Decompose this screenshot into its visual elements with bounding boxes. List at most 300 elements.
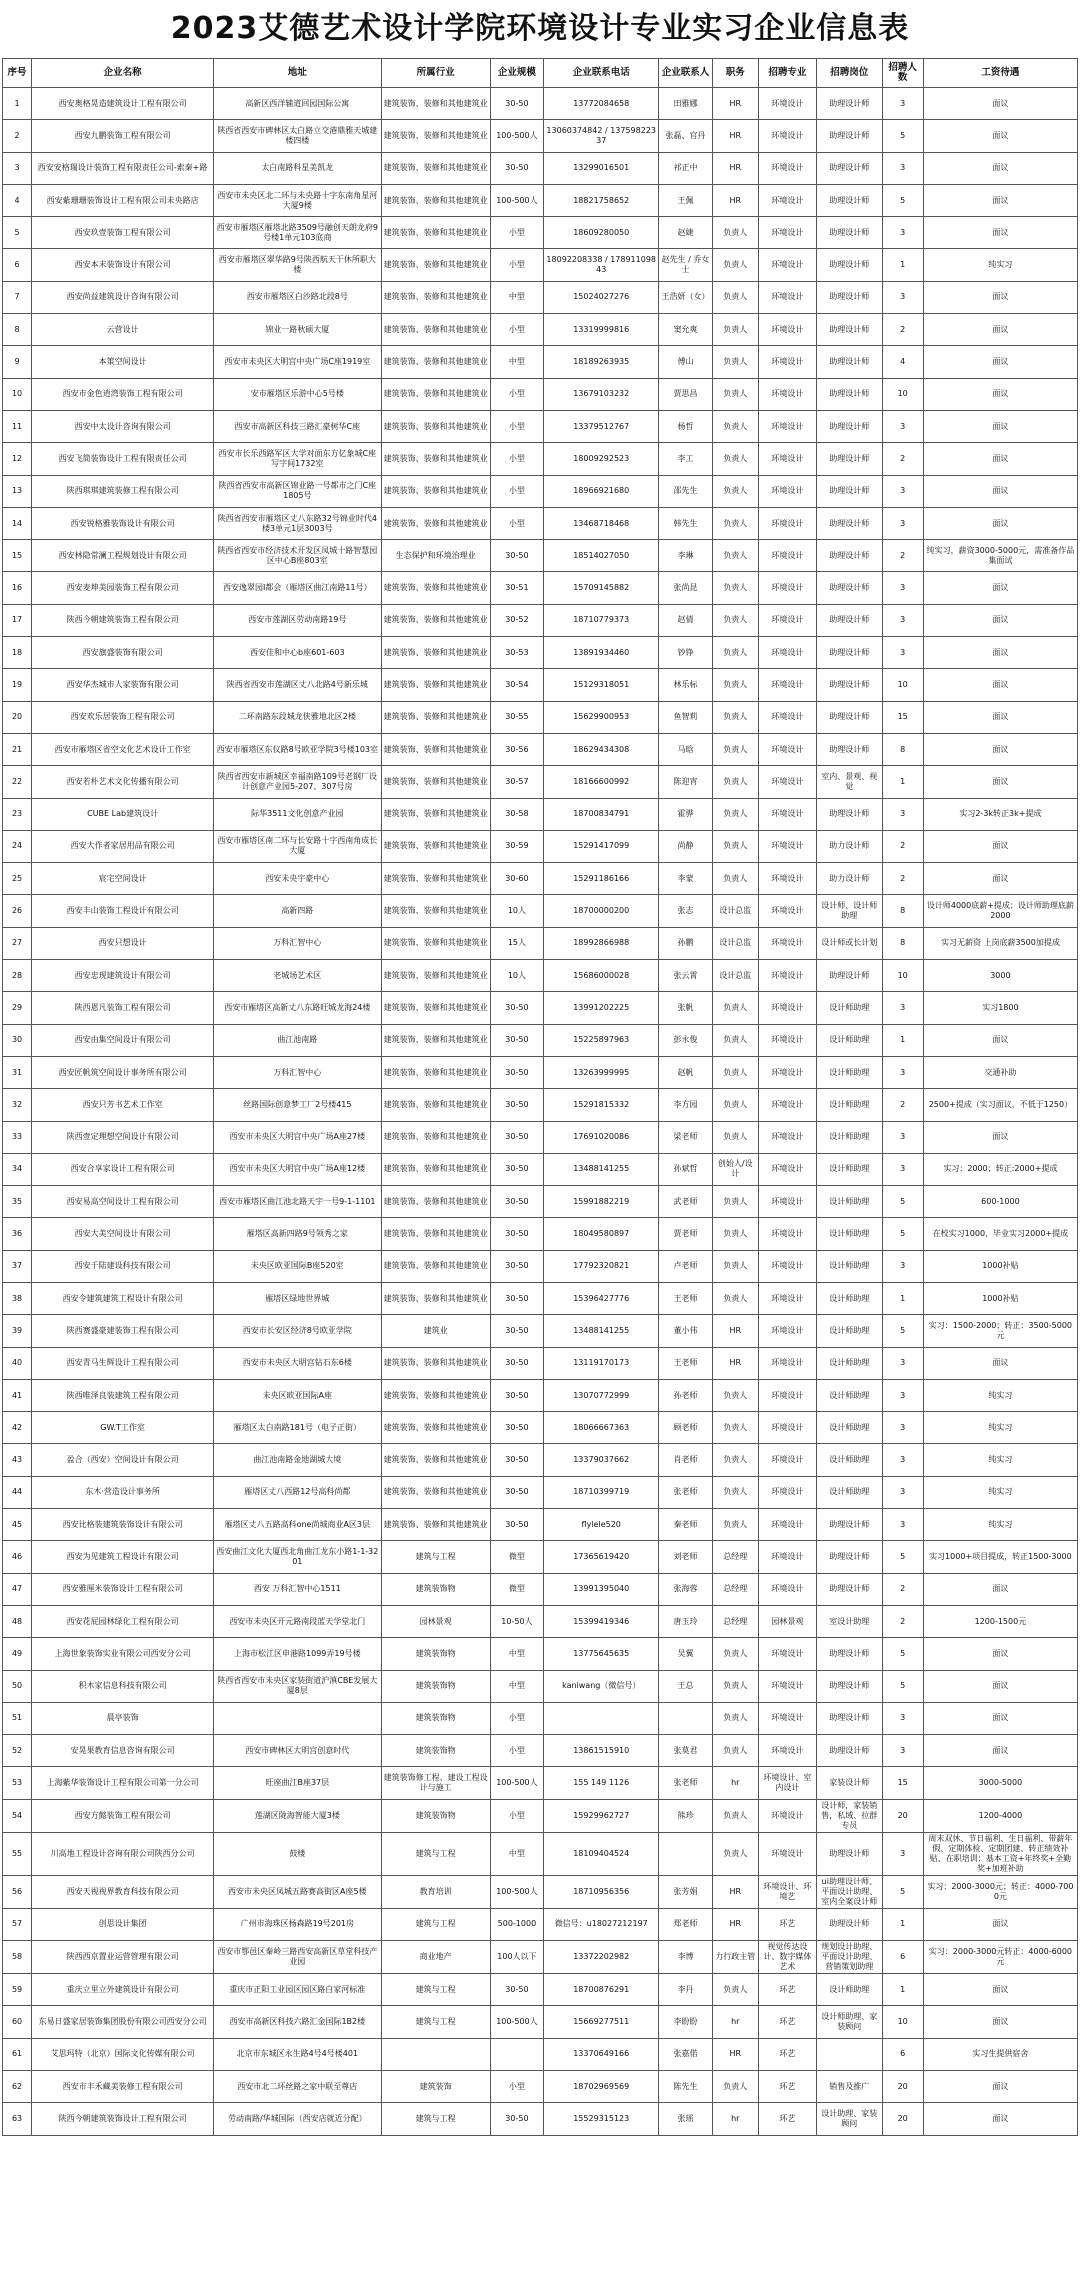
- cell-index: 36: [3, 1218, 32, 1250]
- cell-position: 负责人: [712, 1509, 758, 1541]
- cell-salary: 面议: [923, 314, 1077, 346]
- cell-contact: 梁老师: [659, 1121, 712, 1153]
- cell-salary: 1200-1500元: [923, 1605, 1077, 1637]
- cell-contact: 钞铮: [659, 637, 712, 669]
- cell-index: 59: [3, 1974, 32, 2006]
- company-table: [2, 58, 1078, 2136]
- cell-size: 30-52: [490, 604, 543, 636]
- cell-contact: 鱼智莉: [659, 701, 712, 733]
- cell-index: 28: [3, 960, 32, 992]
- cell-count: 2: [882, 314, 923, 346]
- cell-size: 30-50: [490, 1121, 543, 1153]
- cell-company: GW.T工作室: [32, 1412, 214, 1444]
- cell-job: 助理设计师: [817, 1908, 883, 1940]
- cell-index: 46: [3, 1541, 32, 1573]
- cell-industry: 建筑装饰、装修和其他建筑业: [381, 217, 490, 249]
- table-row: [3, 1974, 1078, 2006]
- cell-major: 环境设计: [758, 507, 816, 539]
- cell-address: 西安市未央区北二环与未央路十字东南角星河大厦9楼: [214, 184, 381, 216]
- cell-phone: 15291815332: [544, 1089, 659, 1121]
- table-row: [3, 1412, 1078, 1444]
- cell-major: 环艺: [758, 2006, 816, 2038]
- cell-company: 西安青马生辉设计工程有限公司: [32, 1347, 214, 1379]
- cell-company: 西安雅厘米装饰设计工程有限公司: [32, 1573, 214, 1605]
- cell-position: 负责人: [712, 507, 758, 539]
- cell-address: 鼓楼: [214, 1832, 381, 1875]
- table-row: [3, 992, 1078, 1024]
- cell-count: 3: [882, 1379, 923, 1411]
- cell-major: 环境设计: [758, 1250, 816, 1282]
- cell-industry: 建筑装饰、装修和其他建筑业: [381, 1476, 490, 1508]
- cell-size: 30-55: [490, 701, 543, 733]
- table-body: [3, 88, 1078, 2136]
- cell-company: 西安市丰禾藏美装修工程有限公司: [32, 2070, 214, 2102]
- cell-size: 500-1000: [490, 1908, 543, 1940]
- cell-contact: 武老师: [659, 1186, 712, 1218]
- cell-job: 助理设计师: [817, 701, 883, 733]
- cell-salary: 周末双休、节日福利、生日福利、带薪年假、定期体检、定期团建、转正绩效补贴、在职培训：基本工资+年终奖+全勤奖+加班补助: [923, 1832, 1077, 1875]
- cell-size: 30-50: [490, 1476, 543, 1508]
- cell-position: 负责人: [712, 1412, 758, 1444]
- table-row: [3, 766, 1078, 798]
- cell-contact: 王老师: [659, 1282, 712, 1314]
- cell-count: 2: [882, 1089, 923, 1121]
- cell-company: 积木家信息科技有限公司: [32, 1670, 214, 1702]
- cell-job: 助理设计师: [817, 378, 883, 410]
- cell-address: 广州市海珠区杨森路19号201房: [214, 1908, 381, 1940]
- cell-job: 助理设计师: [817, 1670, 883, 1702]
- cell-company: 西安大美空间设计有限公司: [32, 1218, 214, 1250]
- table-row: [3, 1218, 1078, 1250]
- cell-salary: 面议: [923, 120, 1077, 152]
- cell-industry: 建筑装饰、装修和其他建筑业: [381, 152, 490, 184]
- column-header: 企业联系电话: [544, 59, 659, 88]
- cell-contact: 张瑶: [659, 2103, 712, 2135]
- cell-industry: 建筑装饰、装修和其他建筑业: [381, 733, 490, 765]
- cell-index: 45: [3, 1509, 32, 1541]
- cell-salary: 1000补贴: [923, 1282, 1077, 1314]
- cell-position: 负责人: [712, 1638, 758, 1670]
- cell-position: 负责人: [712, 1089, 758, 1121]
- cell-major: 环境设计: [758, 217, 816, 249]
- cell-company: 西安九鹏装饰工程有限公司: [32, 120, 214, 152]
- cell-index: 12: [3, 443, 32, 475]
- cell-contact: 肖老师: [659, 1444, 712, 1476]
- cell-salary: 实习：2000-3000元；转正：4000-7000元: [923, 1875, 1077, 1908]
- cell-address: 西安市高新区科技六路汇金国际1B2楼: [214, 2006, 381, 2038]
- cell-job: 助理设计师: [817, 410, 883, 442]
- cell-address: 未央区欧亚国际B座520室: [214, 1250, 381, 1282]
- cell-major: 园林景观: [758, 1605, 816, 1637]
- table-row: [3, 1250, 1078, 1282]
- cell-major: 环境设计: [758, 1121, 816, 1153]
- cell-size: 小型: [490, 314, 543, 346]
- cell-size: 10人: [490, 960, 543, 992]
- cell-phone: 18092208338 / 17891109843: [544, 249, 659, 281]
- cell-position: 负责人: [712, 1670, 758, 1702]
- table-row: [3, 1509, 1078, 1541]
- cell-major: 环境设计: [758, 895, 816, 927]
- cell-size: 30-58: [490, 798, 543, 830]
- cell-size: 30-50: [490, 1974, 543, 2006]
- cell-industry: 建筑装饰物: [381, 1735, 490, 1767]
- cell-index: 19: [3, 669, 32, 701]
- cell-major: 环境设计: [758, 1315, 816, 1347]
- cell-job: 设计师助理、家装顾问: [817, 2006, 883, 2038]
- cell-phone: 18710956356: [544, 1875, 659, 1908]
- cell-size: 30-50: [490, 1347, 543, 1379]
- cell-job: 家装设计师: [817, 1767, 883, 1799]
- cell-company: 西安忠现建筑设计有限公司: [32, 960, 214, 992]
- cell-phone: 15929962727: [544, 1799, 659, 1832]
- column-header: 招聘专业: [758, 59, 816, 88]
- cell-company: 西安千陆建设科技有限公司: [32, 1250, 214, 1282]
- cell-contact: 李蒙: [659, 863, 712, 895]
- cell-job: 室设计助理: [817, 1605, 883, 1637]
- cell-phone: 13468718468: [544, 507, 659, 539]
- cell-industry: [381, 2038, 490, 2070]
- cell-salary: 面议: [923, 2070, 1077, 2102]
- cell-phone: 13070772999: [544, 1379, 659, 1411]
- cell-company: 东易日盛家居装饰集团股份有限公司西安分公司: [32, 2006, 214, 2038]
- cell-company: 西安方懿装饰工程有限公司: [32, 1799, 214, 1832]
- cell-phone: 18700876291: [544, 1974, 659, 2006]
- cell-job: 设计师助理: [817, 1282, 883, 1314]
- cell-industry: 建筑装饰修工程、建设工程设计与施工: [381, 1767, 490, 1799]
- cell-job: 助理设计师: [817, 572, 883, 604]
- cell-address: 高新四路: [214, 895, 381, 927]
- table-row: [3, 378, 1078, 410]
- cell-company: 西安旗盛装饰有限公司: [32, 637, 214, 669]
- cell-phone: 13379512767: [544, 410, 659, 442]
- cell-job: 设计师助理: [817, 1379, 883, 1411]
- cell-company: 晨亭装饰: [32, 1702, 214, 1734]
- column-header: 职务: [712, 59, 758, 88]
- cell-contact: 卢老师: [659, 1250, 712, 1282]
- table-row: [3, 1024, 1078, 1056]
- cell-job: 助理设计师: [817, 475, 883, 507]
- cell-position: 负责人: [712, 863, 758, 895]
- cell-job: 设计师助理: [817, 1056, 883, 1088]
- cell-index: 29: [3, 992, 32, 1024]
- cell-position: 负责人: [712, 766, 758, 798]
- cell-salary: 面议: [923, 2103, 1077, 2135]
- cell-contact: 李方园: [659, 1089, 712, 1121]
- cell-major: 环境设计: [758, 701, 816, 733]
- cell-phone: 15291186166: [544, 863, 659, 895]
- cell-address: 曲江池南路金地湖城大境: [214, 1444, 381, 1476]
- cell-size: 100-500人: [490, 184, 543, 216]
- cell-major: 环境设计: [758, 669, 816, 701]
- cell-size: 100人以下: [490, 1941, 543, 1974]
- cell-size: 小型: [490, 2070, 543, 2102]
- cell-size: 30-50: [490, 540, 543, 572]
- cell-size: 30-50: [490, 152, 543, 184]
- cell-position: hr: [712, 2006, 758, 2038]
- cell-industry: 建筑装饰、装修和其他建筑业: [381, 1282, 490, 1314]
- cell-index: 1: [3, 88, 32, 120]
- cell-major: 环境设计: [758, 314, 816, 346]
- cell-index: 3: [3, 152, 32, 184]
- table-row: [3, 927, 1078, 959]
- cell-job: 设计师助理: [817, 1412, 883, 1444]
- table-row: [3, 1573, 1078, 1605]
- cell-company: 东木·营造设计事务所: [32, 1476, 214, 1508]
- cell-address: [214, 1702, 381, 1734]
- column-header: 招聘人数: [882, 59, 923, 88]
- cell-address: 曲江池南路: [214, 1024, 381, 1056]
- cell-job: 助理设计师: [817, 281, 883, 313]
- table-row: [3, 1908, 1078, 1940]
- cell-company: 上海紫华装饰设计工程有限公司第一分公司: [32, 1767, 214, 1799]
- table-row: [3, 281, 1078, 313]
- cell-phone: 15024027276: [544, 281, 659, 313]
- cell-size: 30-57: [490, 766, 543, 798]
- cell-salary: 面议: [923, 507, 1077, 539]
- cell-major: 环境设计: [758, 1186, 816, 1218]
- cell-size: 30-50: [490, 1315, 543, 1347]
- cell-size: 30-50: [490, 1024, 543, 1056]
- cell-company: 陕西壹定理想空间设计有限公司: [32, 1121, 214, 1153]
- cell-address: 太白南路科星美凯龙: [214, 152, 381, 184]
- cell-job: 设计师助理: [817, 1153, 883, 1185]
- table-row: [3, 475, 1078, 507]
- table-row: [3, 572, 1078, 604]
- cell-salary: 实习：2000；转正:2000+提成: [923, 1153, 1077, 1185]
- table-row: [3, 1638, 1078, 1670]
- cell-size: 100-500人: [490, 2006, 543, 2038]
- cell-size: 30-60: [490, 863, 543, 895]
- table-row: [3, 1089, 1078, 1121]
- cell-count: 8: [882, 733, 923, 765]
- cell-industry: 建筑装饰物: [381, 1638, 490, 1670]
- cell-job: 助理设计师: [817, 1832, 883, 1875]
- cell-major: 环境设计: [758, 830, 816, 862]
- cell-size: 30-56: [490, 733, 543, 765]
- cell-industry: 建筑装饰、装修和其他建筑业: [381, 1089, 490, 1121]
- cell-phone: 18700000200: [544, 895, 659, 927]
- cell-phone: 13991202225: [544, 992, 659, 1024]
- cell-contact: 秦老师: [659, 1509, 712, 1541]
- table-row: [3, 830, 1078, 862]
- cell-index: 34: [3, 1153, 32, 1185]
- cell-position: hr: [712, 2103, 758, 2135]
- cell-count: 3: [882, 88, 923, 120]
- cell-contact: 赵倩: [659, 604, 712, 636]
- cell-job: 助理设计师: [817, 798, 883, 830]
- table-row: [3, 346, 1078, 378]
- cell-major: 环境设计: [758, 1024, 816, 1056]
- cell-address: 西安市雁塔区东仪路8号欧亚学院3号楼103室: [214, 733, 381, 765]
- cell-address: 雁塔区绿地世界城: [214, 1282, 381, 1314]
- cell-count: 3: [882, 410, 923, 442]
- cell-contact: 杨哲: [659, 410, 712, 442]
- cell-job: 助理设计师: [817, 249, 883, 281]
- cell-phone: 18821758652: [544, 184, 659, 216]
- table-row: [3, 1702, 1078, 1734]
- cell-company: 西安丰山装饰工程设计有限公司: [32, 895, 214, 927]
- cell-contact: 陈迎宵: [659, 766, 712, 798]
- cell-count: 3: [882, 1347, 923, 1379]
- cell-company: 西安紫珊珊装饰设计工程有限公司未央路店: [32, 184, 214, 216]
- cell-position: 总经理: [712, 1573, 758, 1605]
- cell-size: 30-50: [490, 2103, 543, 2135]
- cell-job: 助理设计师: [817, 637, 883, 669]
- cell-company: 西安令建筑建筑工程设计有限公司: [32, 1282, 214, 1314]
- cell-contact: 李丹: [659, 1974, 712, 2006]
- cell-industry: 建筑与工程: [381, 1541, 490, 1573]
- cell-major: 环境设计: [758, 1509, 816, 1541]
- cell-company: 陕西今朝建筑装饰设计工程有限公司: [32, 2103, 214, 2135]
- cell-address: 西安市长乐西路军区大学对面东方亿象城C座写字间1732室: [214, 443, 381, 475]
- cell-count: 5: [882, 1638, 923, 1670]
- cell-index: 4: [3, 184, 32, 216]
- cell-industry: 建筑装饰、装修和其他建筑业: [381, 604, 490, 636]
- cell-phone: 13775645635: [544, 1638, 659, 1670]
- cell-salary: 面议: [923, 443, 1077, 475]
- cell-index: 10: [3, 378, 32, 410]
- cell-position: 负责人: [712, 1799, 758, 1832]
- cell-company: 安晃果教育信息咨询有限公司: [32, 1735, 214, 1767]
- cell-index: 60: [3, 2006, 32, 2038]
- cell-phone: 15709145882: [544, 572, 659, 604]
- cell-major: 环境设计: [758, 1282, 816, 1314]
- cell-major: 环艺: [758, 2038, 816, 2070]
- cell-contact: 赵先生 / 乔女士: [659, 249, 712, 281]
- table-row: [3, 1476, 1078, 1508]
- cell-size: 30-50: [490, 1379, 543, 1411]
- cell-job: 助理设计师: [817, 960, 883, 992]
- column-header: 企业名称: [32, 59, 214, 88]
- cell-size: 30-50: [490, 1509, 543, 1541]
- cell-position: HR: [712, 1315, 758, 1347]
- cell-major: 环境设计: [758, 1476, 816, 1508]
- cell-count: 15: [882, 701, 923, 733]
- cell-count: 6: [882, 1941, 923, 1974]
- column-header: 招聘岗位: [817, 59, 883, 88]
- cell-phone: 13060374842 / 13759822337: [544, 120, 659, 152]
- cell-job: 助理设计师: [817, 1702, 883, 1734]
- cell-index: 57: [3, 1908, 32, 1940]
- cell-size: 100-500人: [490, 1767, 543, 1799]
- cell-count: 5: [882, 184, 923, 216]
- cell-major: 环艺: [758, 1908, 816, 1940]
- cell-industry: 建筑装饰、装修和其他建筑业: [381, 249, 490, 281]
- cell-major: 环境设计: [758, 249, 816, 281]
- cell-salary: 面议: [923, 88, 1077, 120]
- cell-industry: 建筑装饰、装修和其他建筑业: [381, 1153, 490, 1185]
- cell-job: 助理设计师: [817, 443, 883, 475]
- cell-industry: 建筑装饰、装修和其他建筑业: [381, 766, 490, 798]
- cell-industry: 建筑装饰、装修和其他建筑业: [381, 1444, 490, 1476]
- cell-company: 艾思玛特（北京）国际文化传媒有限公司: [32, 2038, 214, 2070]
- table-row: [3, 669, 1078, 701]
- cell-size: 小型: [490, 475, 543, 507]
- cell-contact: 张云霄: [659, 960, 712, 992]
- cell-industry: 建筑装饰、装修和其他建筑业: [381, 1218, 490, 1250]
- cell-contact: 王总: [659, 1670, 712, 1702]
- cell-phone: 18009292523: [544, 443, 659, 475]
- cell-company: 西安林隐常澜工程规划设计有限公司: [32, 540, 214, 572]
- cell-company: 陕西恩凡装饰工程有限公司: [32, 992, 214, 1024]
- cell-contact: 陈先生: [659, 2070, 712, 2102]
- cell-position: 负责人: [712, 637, 758, 669]
- cell-count: 3: [882, 152, 923, 184]
- table-row: [3, 1282, 1078, 1314]
- cell-position: 负责人: [712, 1186, 758, 1218]
- cell-count: 5: [882, 1875, 923, 1908]
- cell-count: 3: [882, 1476, 923, 1508]
- cell-position: 负责人: [712, 1250, 758, 1282]
- column-header: 序号: [3, 59, 32, 88]
- cell-position: 负责人: [712, 540, 758, 572]
- cell-phone: 13488141255: [544, 1153, 659, 1185]
- cell-size: 30-50: [490, 88, 543, 120]
- cell-major: 环境设计: [758, 1541, 816, 1573]
- cell-position: 负责人: [712, 1282, 758, 1314]
- cell-index: 23: [3, 798, 32, 830]
- cell-position: 负责人: [712, 572, 758, 604]
- cell-position: 负责人: [712, 314, 758, 346]
- cell-count: 20: [882, 2103, 923, 2135]
- cell-position: 总经理: [712, 1605, 758, 1637]
- cell-position: HR: [712, 120, 758, 152]
- cell-count: 2: [882, 1573, 923, 1605]
- cell-index: 9: [3, 346, 32, 378]
- cell-address: 陕西省西安市高新区锦业路一号都市之门C座1805号: [214, 475, 381, 507]
- cell-contact: 王佩: [659, 184, 712, 216]
- cell-address: 西安市未央区大明宫中央广场A座27楼: [214, 1121, 381, 1153]
- cell-address: 西安市雁塔区翠华路9号陕西航天干休所职大楼: [214, 249, 381, 281]
- cell-industry: 建筑装饰、装修和其他建筑业: [381, 895, 490, 927]
- cell-position: HR: [712, 1875, 758, 1908]
- table-header: [3, 59, 1078, 88]
- cell-company: 陕西唯泽良装建筑工程有限公司: [32, 1379, 214, 1411]
- cell-position: 创始人/设计: [712, 1153, 758, 1185]
- cell-position: HR: [712, 1908, 758, 1940]
- cell-position: 负责人: [712, 378, 758, 410]
- cell-size: 100-500人: [490, 120, 543, 152]
- column-header: 地址: [214, 59, 381, 88]
- cell-address: 上海市松江区申港路1099弄19号楼: [214, 1638, 381, 1670]
- cell-company: 西安飞简装饰设计工程有限责任公司: [32, 443, 214, 475]
- cell-position: HR: [712, 88, 758, 120]
- cell-index: 48: [3, 1605, 32, 1637]
- cell-job: 设计师助理: [817, 992, 883, 1024]
- cell-salary: 面议: [923, 1121, 1077, 1153]
- cell-address: 陕西省西安市新城区幸福南路109号老钢厂设计创意产业园5-207、307号房: [214, 766, 381, 798]
- cell-position: 负责人: [712, 798, 758, 830]
- cell-size: 30-50: [490, 1186, 543, 1218]
- cell-position: 负责人: [712, 1476, 758, 1508]
- column-header: 工资待遇: [923, 59, 1077, 88]
- cell-index: 42: [3, 1412, 32, 1444]
- cell-job: 助力设计师: [817, 863, 883, 895]
- cell-count: 20: [882, 1799, 923, 1832]
- cell-phone: 13319999816: [544, 314, 659, 346]
- cell-major: 环境设计: [758, 1153, 816, 1185]
- cell-phone: 18166600992: [544, 766, 659, 798]
- cell-index: 2: [3, 120, 32, 152]
- cell-size: 30-54: [490, 669, 543, 701]
- cell-major: 环境设计: [758, 540, 816, 572]
- cell-size: 中型: [490, 1832, 543, 1875]
- table-row: [3, 217, 1078, 249]
- cell-job: 助理设计师: [817, 184, 883, 216]
- cell-major: 环境设计、室内设计: [758, 1767, 816, 1799]
- table-row: [3, 1444, 1078, 1476]
- table-row: [3, 1799, 1078, 1832]
